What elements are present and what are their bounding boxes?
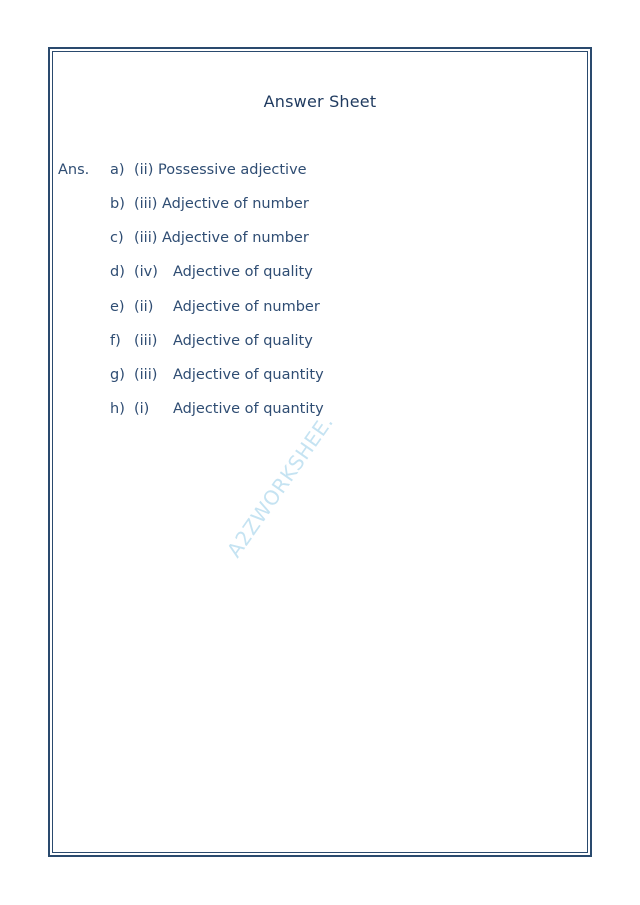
answer-row-a — [110, 162, 307, 178]
answer-text: Adjective of quantity — [173, 367, 324, 383]
answer-text: Adjective of number — [162, 230, 309, 246]
answer-number: (iii) — [134, 196, 158, 212]
answer-row-h — [110, 401, 324, 417]
answer-row-e — [110, 299, 320, 315]
answer-text: Adjective of number — [173, 299, 320, 315]
answer-number: (i) — [134, 401, 150, 417]
answer-text: Adjective of number — [162, 196, 309, 212]
answer-letter: c) — [110, 230, 124, 246]
answer-number: (ii) — [134, 299, 154, 315]
answer-letter: f) — [110, 333, 121, 349]
answer-text: Possessive adjective — [157, 162, 307, 178]
answer-letter: h) — [110, 401, 125, 417]
answer-letter: g) — [110, 367, 125, 383]
answer-letter: b) — [110, 196, 125, 212]
answer-number: (iii) — [134, 230, 158, 246]
page-title: Answer Sheet — [263, 92, 377, 111]
answer-row-d — [110, 264, 313, 280]
answer-row-c — [110, 230, 309, 246]
answer-number: (iii) — [134, 367, 158, 383]
ans-label: Ans. — [58, 162, 90, 178]
watermark: A2ZWORKSHEE. — [221, 410, 339, 562]
answer-letter: a) — [110, 162, 125, 178]
answer-text: Adjective of quality — [173, 333, 313, 349]
answer-number: (ii) — [134, 162, 154, 178]
answer-letter: d) — [110, 264, 125, 280]
answer-text: Adjective of quantity — [173, 401, 324, 417]
answer-number: (iii) — [134, 333, 158, 349]
answer-text: Adjective of quality — [173, 264, 313, 280]
answer-row-g — [110, 367, 324, 383]
answer-row-b — [110, 196, 309, 212]
answer-row-f — [110, 333, 313, 349]
answer-number: (iv) — [134, 264, 158, 280]
answer-letter: e) — [110, 299, 125, 315]
